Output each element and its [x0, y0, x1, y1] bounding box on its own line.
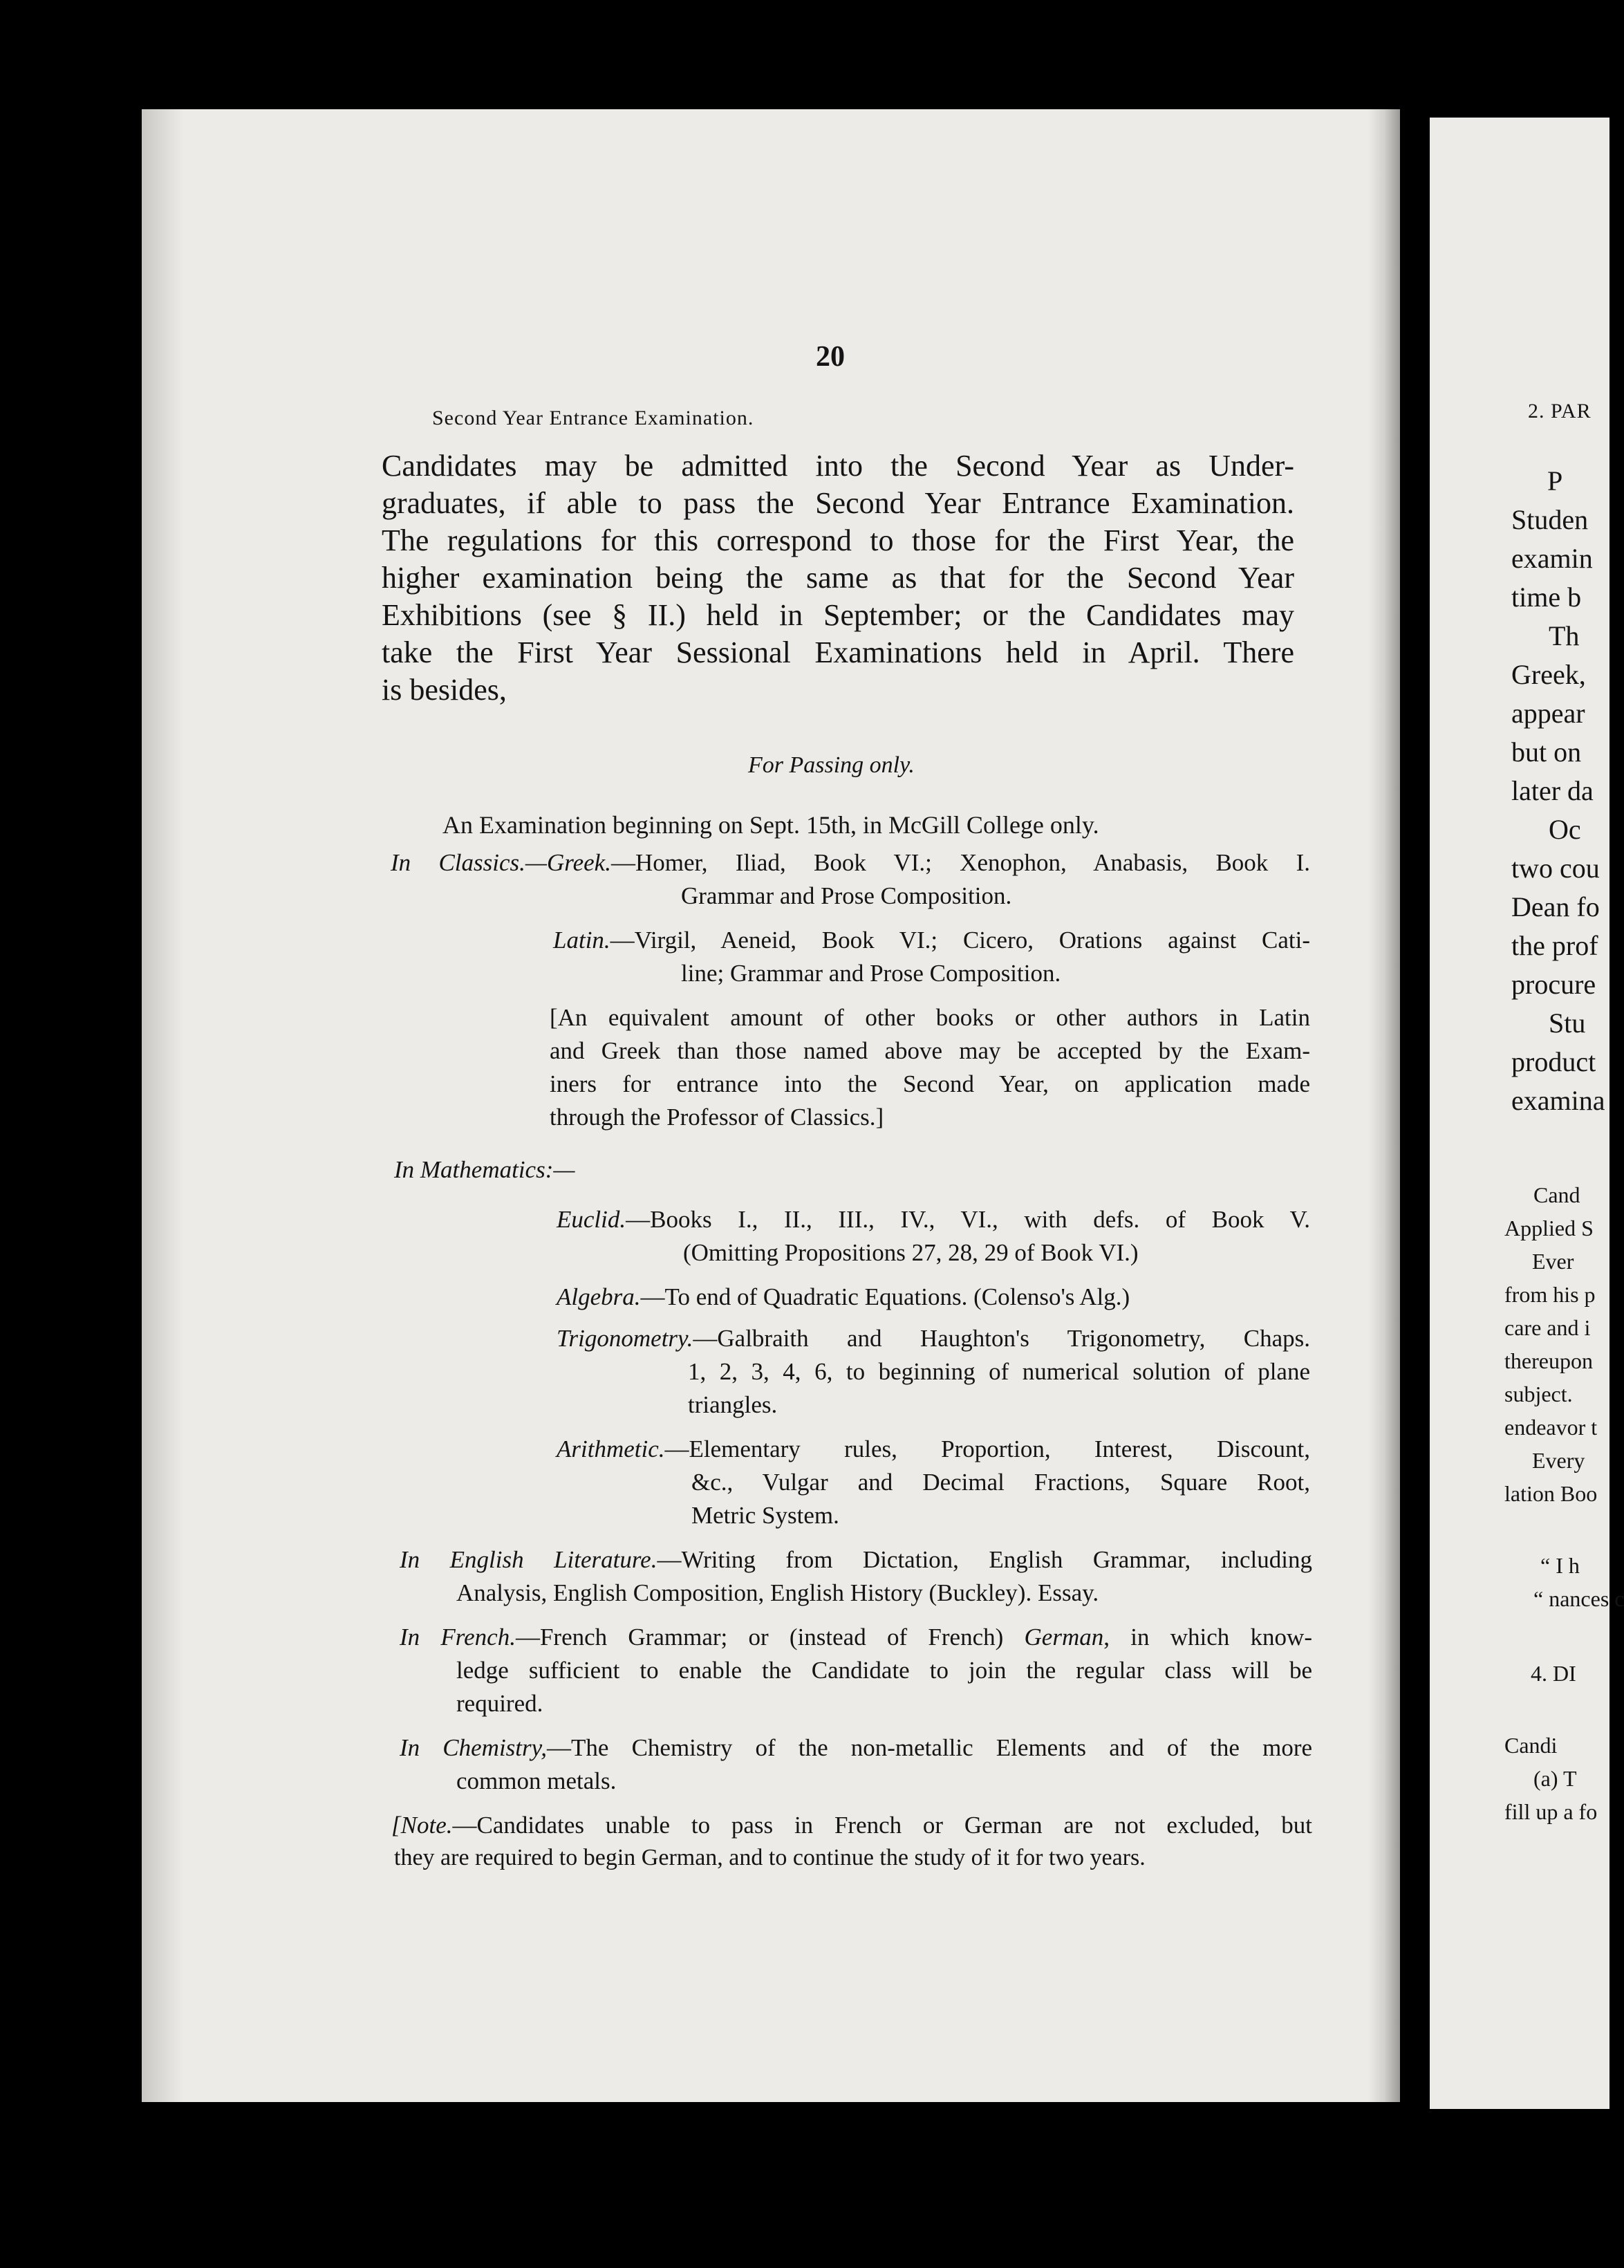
chemistry-text-line2: common metals.: [456, 1767, 617, 1794]
latin-text: —Virgil, Aeneid, Book VI.; Cicero, Orations against Cati-: [610, 927, 1310, 954]
algebra-text: —To end of Quadratic Equations. (Colenso's Alg.): [640, 1283, 1130, 1310]
right-small-line: “ nances c: [1533, 1586, 1624, 1611]
right-small-line: subject.: [1504, 1382, 1573, 1406]
note-text: —Candidates unable to pass in French or German are not excluded, but: [452, 1812, 1312, 1839]
right-text-line: examin: [1511, 543, 1593, 574]
arith-text-line3: Metric System.: [691, 1502, 839, 1529]
trig-label: Trigonometry.: [557, 1325, 693, 1352]
french-label: In French.: [400, 1624, 516, 1651]
chemistry-label: In Chemistry,: [400, 1734, 548, 1761]
algebra-line: [557, 1283, 1130, 1311]
chemistry-line: [400, 1734, 1312, 1762]
right-text-line: product: [1511, 1046, 1596, 1077]
right-text-line: examina: [1511, 1085, 1605, 1116]
right-text-line: Greek,: [1511, 659, 1586, 690]
right-text-line: procure: [1511, 969, 1596, 1000]
intro-line: is besides,: [382, 673, 507, 707]
mathematics-label: In Mathematics:—: [394, 1156, 575, 1183]
right-text-line: later da: [1511, 775, 1594, 806]
equivalent-note-line: through the Professor of Classics.]: [550, 1104, 884, 1131]
page-number: 20: [816, 341, 845, 373]
arith-label: Arithmetic.: [557, 1435, 665, 1462]
arith-text-line2: &c., Vulgar and Decimal Fractions, Square Root,: [691, 1469, 1310, 1496]
french-text-line3: required.: [456, 1690, 543, 1717]
right-small-line: Cand: [1533, 1182, 1580, 1207]
english-text-line2: Analysis, English Composition, English History (Buckley). Essay.: [456, 1579, 1099, 1606]
latin-text-line2: line; Grammar and Prose Composition.: [681, 960, 1061, 987]
right-text-line: Stu: [1549, 1007, 1586, 1039]
right-small-line: from his p: [1504, 1282, 1596, 1307]
chemistry-text: —The Chemistry of the non-metallic Elements and of the more: [547, 1734, 1313, 1761]
classics-label: In Classics.—Greek.: [391, 849, 611, 876]
trig-text-line2: 1, 2, 3, 4, 6, to beginning of numerical solution of plane: [688, 1358, 1310, 1385]
right-heading: 2. PAR: [1528, 400, 1592, 422]
right-small-line: endeavor t: [1504, 1415, 1598, 1440]
english-line: [400, 1546, 1312, 1574]
euclid-text: —Books I., II., III., IV., VI., with defs. of Book V.: [626, 1206, 1310, 1233]
greek-text: —Homer, Iliad, Book VI.; Xenophon, Anabasis, Book I.: [610, 849, 1311, 876]
equivalent-note-line: [An equivalent amount of other books or other authors in Latin: [550, 1004, 1310, 1031]
intro-line: Candidates may be admitted into the Second Year as Under-: [382, 449, 1294, 483]
exam-notice: An Examination beginning on Sept. 15th, in McGill College only.: [442, 811, 1099, 839]
greek-text-line2: Grammar and Prose Composition.: [681, 882, 1012, 909]
english-text: —Writing from Dictation, English Grammar, including: [657, 1546, 1312, 1573]
intro-line: higher examination being the same as that for the Second Year: [382, 561, 1294, 595]
page-shadow: [142, 109, 183, 2102]
right-small-line: Ever: [1532, 1249, 1574, 1274]
right-small-line: fill up a fo: [1504, 1799, 1598, 1824]
right-text-line: Th: [1549, 620, 1580, 651]
french-text: —French Grammar; or (instead of French): [515, 1624, 1025, 1651]
german-word: German: [1024, 1624, 1104, 1651]
note-label: [Note.: [391, 1812, 453, 1839]
euclid-label: Euclid.: [557, 1206, 626, 1233]
english-label: In English Literature.: [400, 1546, 657, 1573]
trig-text: —Galbraith and Haughton's Trigonometry, Chaps.: [693, 1325, 1310, 1352]
right-small-line: “ I h: [1540, 1553, 1580, 1578]
right-text-line: P: [1547, 465, 1563, 496]
subheading: For Passing only.: [748, 752, 915, 778]
right-page: [1430, 118, 1624, 2109]
right-text-line: two cou: [1511, 853, 1600, 884]
arith-text: —Elementary rules, Proportion, Interest, Discount,: [664, 1435, 1310, 1462]
latin-line: [553, 927, 1310, 954]
section-heading-text: Second Year Entrance Examination.: [432, 407, 754, 429]
euclid-line: [557, 1206, 1310, 1234]
page-gutter: [1368, 109, 1400, 2102]
right-small-line: 4. DI: [1531, 1661, 1576, 1686]
arith-line: [557, 1435, 1310, 1463]
algebra-label: Algebra.: [557, 1283, 641, 1310]
intro-line: graduates, if able to pass the Second Year Entrance Examination.: [382, 486, 1294, 520]
intro-line: Exhibitions (see § II.) held in September; or the Candidates may: [382, 598, 1294, 632]
french-text-line2: ledge sufficient to enable the Candidate to join the regular class will be: [456, 1657, 1312, 1684]
right-text-line: Studen: [1511, 504, 1589, 535]
intro-line: The regulations for this correspond to those for the First Year, the: [382, 523, 1294, 557]
right-small-line: thereupon: [1504, 1348, 1593, 1373]
note-text-line2: they are required to begin German, and to continue the study of it for two years.: [394, 1845, 1146, 1870]
french-text-tail: , in which know-: [1103, 1624, 1312, 1651]
right-text-line: time b: [1511, 582, 1582, 613]
classics-greek-line: [391, 849, 1310, 877]
french-line: [400, 1624, 1312, 1651]
note-line: [391, 1812, 1312, 1839]
right-small-line: Every: [1532, 1448, 1585, 1473]
right-small-line: Candi: [1504, 1733, 1558, 1758]
right-text-line: appear: [1511, 698, 1585, 729]
trig-line: [557, 1325, 1310, 1353]
section-heading: [432, 407, 754, 430]
right-text-line: Dean fo: [1511, 891, 1600, 922]
right-small-line: care and i: [1504, 1315, 1591, 1340]
intro-line: take the First Year Sessional Examinations held in April. There: [382, 635, 1294, 669]
equivalent-note-line: and Greek than those named above may be accepted by the Exam-: [550, 1037, 1310, 1064]
euclid-text-line2: (Omitting Propositions 27, 28, 29 of Book VI.): [683, 1239, 1139, 1266]
latin-label: Latin.: [553, 927, 610, 954]
right-text-line: Oc: [1549, 814, 1581, 845]
trig-text-line3: triangles.: [688, 1391, 778, 1418]
right-small-line: Applied S: [1504, 1216, 1594, 1240]
right-text-line: the prof: [1511, 930, 1598, 961]
right-small-line: (a) T: [1533, 1766, 1577, 1791]
right-small-line: lation Boo: [1504, 1481, 1598, 1506]
equivalent-note-line: iners for entrance into the Second Year, on application made: [550, 1070, 1310, 1097]
right-text-line: but on: [1511, 736, 1582, 768]
